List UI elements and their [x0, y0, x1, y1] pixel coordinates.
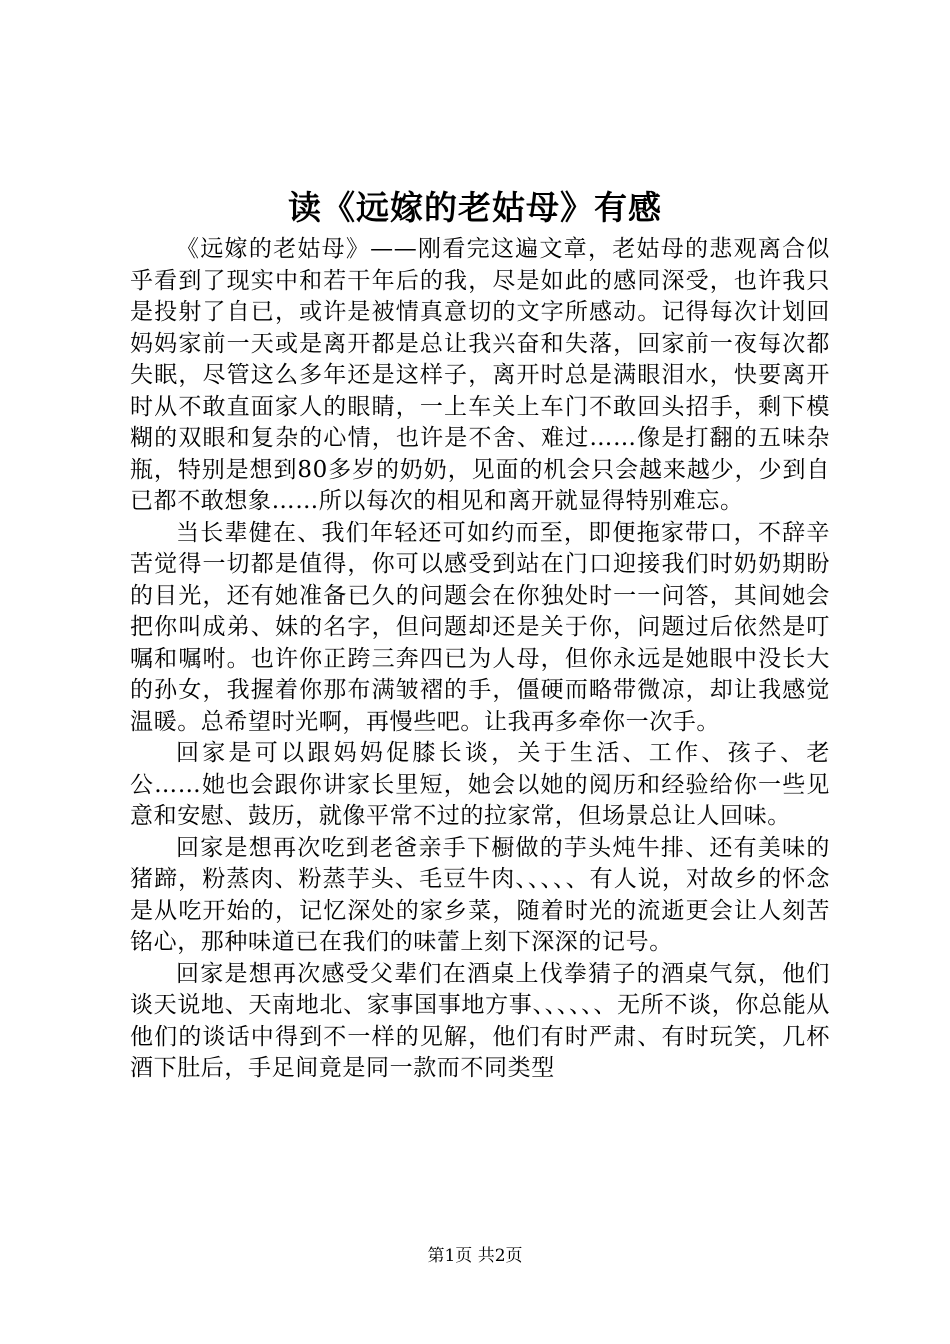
article-body: [130, 234, 830, 1085]
paragraph: 回家是想再次吃到老爸亲手下橱做的芋头炖牛排、还有美味的猪蹄，粉蒸肉、粉蒸芋头、毛豆牛肉、、、、、有人说，对故乡的怀念是从吃开始的，记忆深处的家乡菜，随着时光的流逝更会让人刻苦铭心，那种味道已在我们的味蕾上刻下深深的记号。: [130, 834, 830, 955]
paragraph: 当长辈健在、我们年轻还可如约而至，即便拖家带口，不辞辛苦觉得一切都是值得，你可以感受到站在门口迎接我们时奶奶期盼的目光，还有她准备已久的问题会在你独处时一一问答，其间她会把你叫成弟、妹的名字，但问题却还是关于你，问题过后依然是叮嘱和嘱咐。也许你正跨三奔四已为人母，但你永远是她眼中没长大的孙女，我握着你那布满皱褶的手，僵硬而略带微凉，却让我感觉温暖。总希望时光啊，再慢些吧。让我再多牵你一次手。: [130, 519, 830, 735]
paragraph: 回家是可以跟妈妈促膝长谈，关于生活、工作、孩子、老公……她也会跟你讲家长里短，她会以她的阅历和经验给你一些见意和安慰、鼓历，就像平常不过的拉家常，但场景总让人回味。: [130, 740, 830, 829]
paragraph: 《远嫁的老姑母》——刚看完这遍文章，老姑母的悲观离合似乎看到了现实中和若干年后的我，尽是如此的感同深受，也许我只是投射了自已，或许是被情真意切的文字所感动。记得每次计划回妈妈家前一天或是离开都是总让我兴奋和失落，回家前一夜每次都失眠，尽管这么多年还是这样子，离开时总是满眼泪水，快要离开时从不敢直面家人的眼睛，一上车关上车门不敢回头招手，剩下模糊的双眼和复杂的心情，也许是不舍、难过……像是打翻的五味杂瓶，特别是想到80多岁的奶奶，见面的机会只会越来越少，少到自已都不敢想象……所以每次的相见和离开就显得特别难忘。: [130, 236, 830, 514]
page-title: 读《远嫁的老姑母》有感: [288, 188, 662, 227]
paragraph: 回家是想再次感受父辈们在酒桌上伐拳猜子的酒桌气氛，他们谈天说地、天南地北、家事国事地方事、、、、、、无所不谈，你总能从他们的谈话中得到不一样的见解，他们有时严肃、有时玩笑，几杯酒下肚后，手足间竟是同一款而不同类型: [130, 960, 830, 1081]
page-number-footer: 第1页 共2页: [427, 1246, 523, 1266]
